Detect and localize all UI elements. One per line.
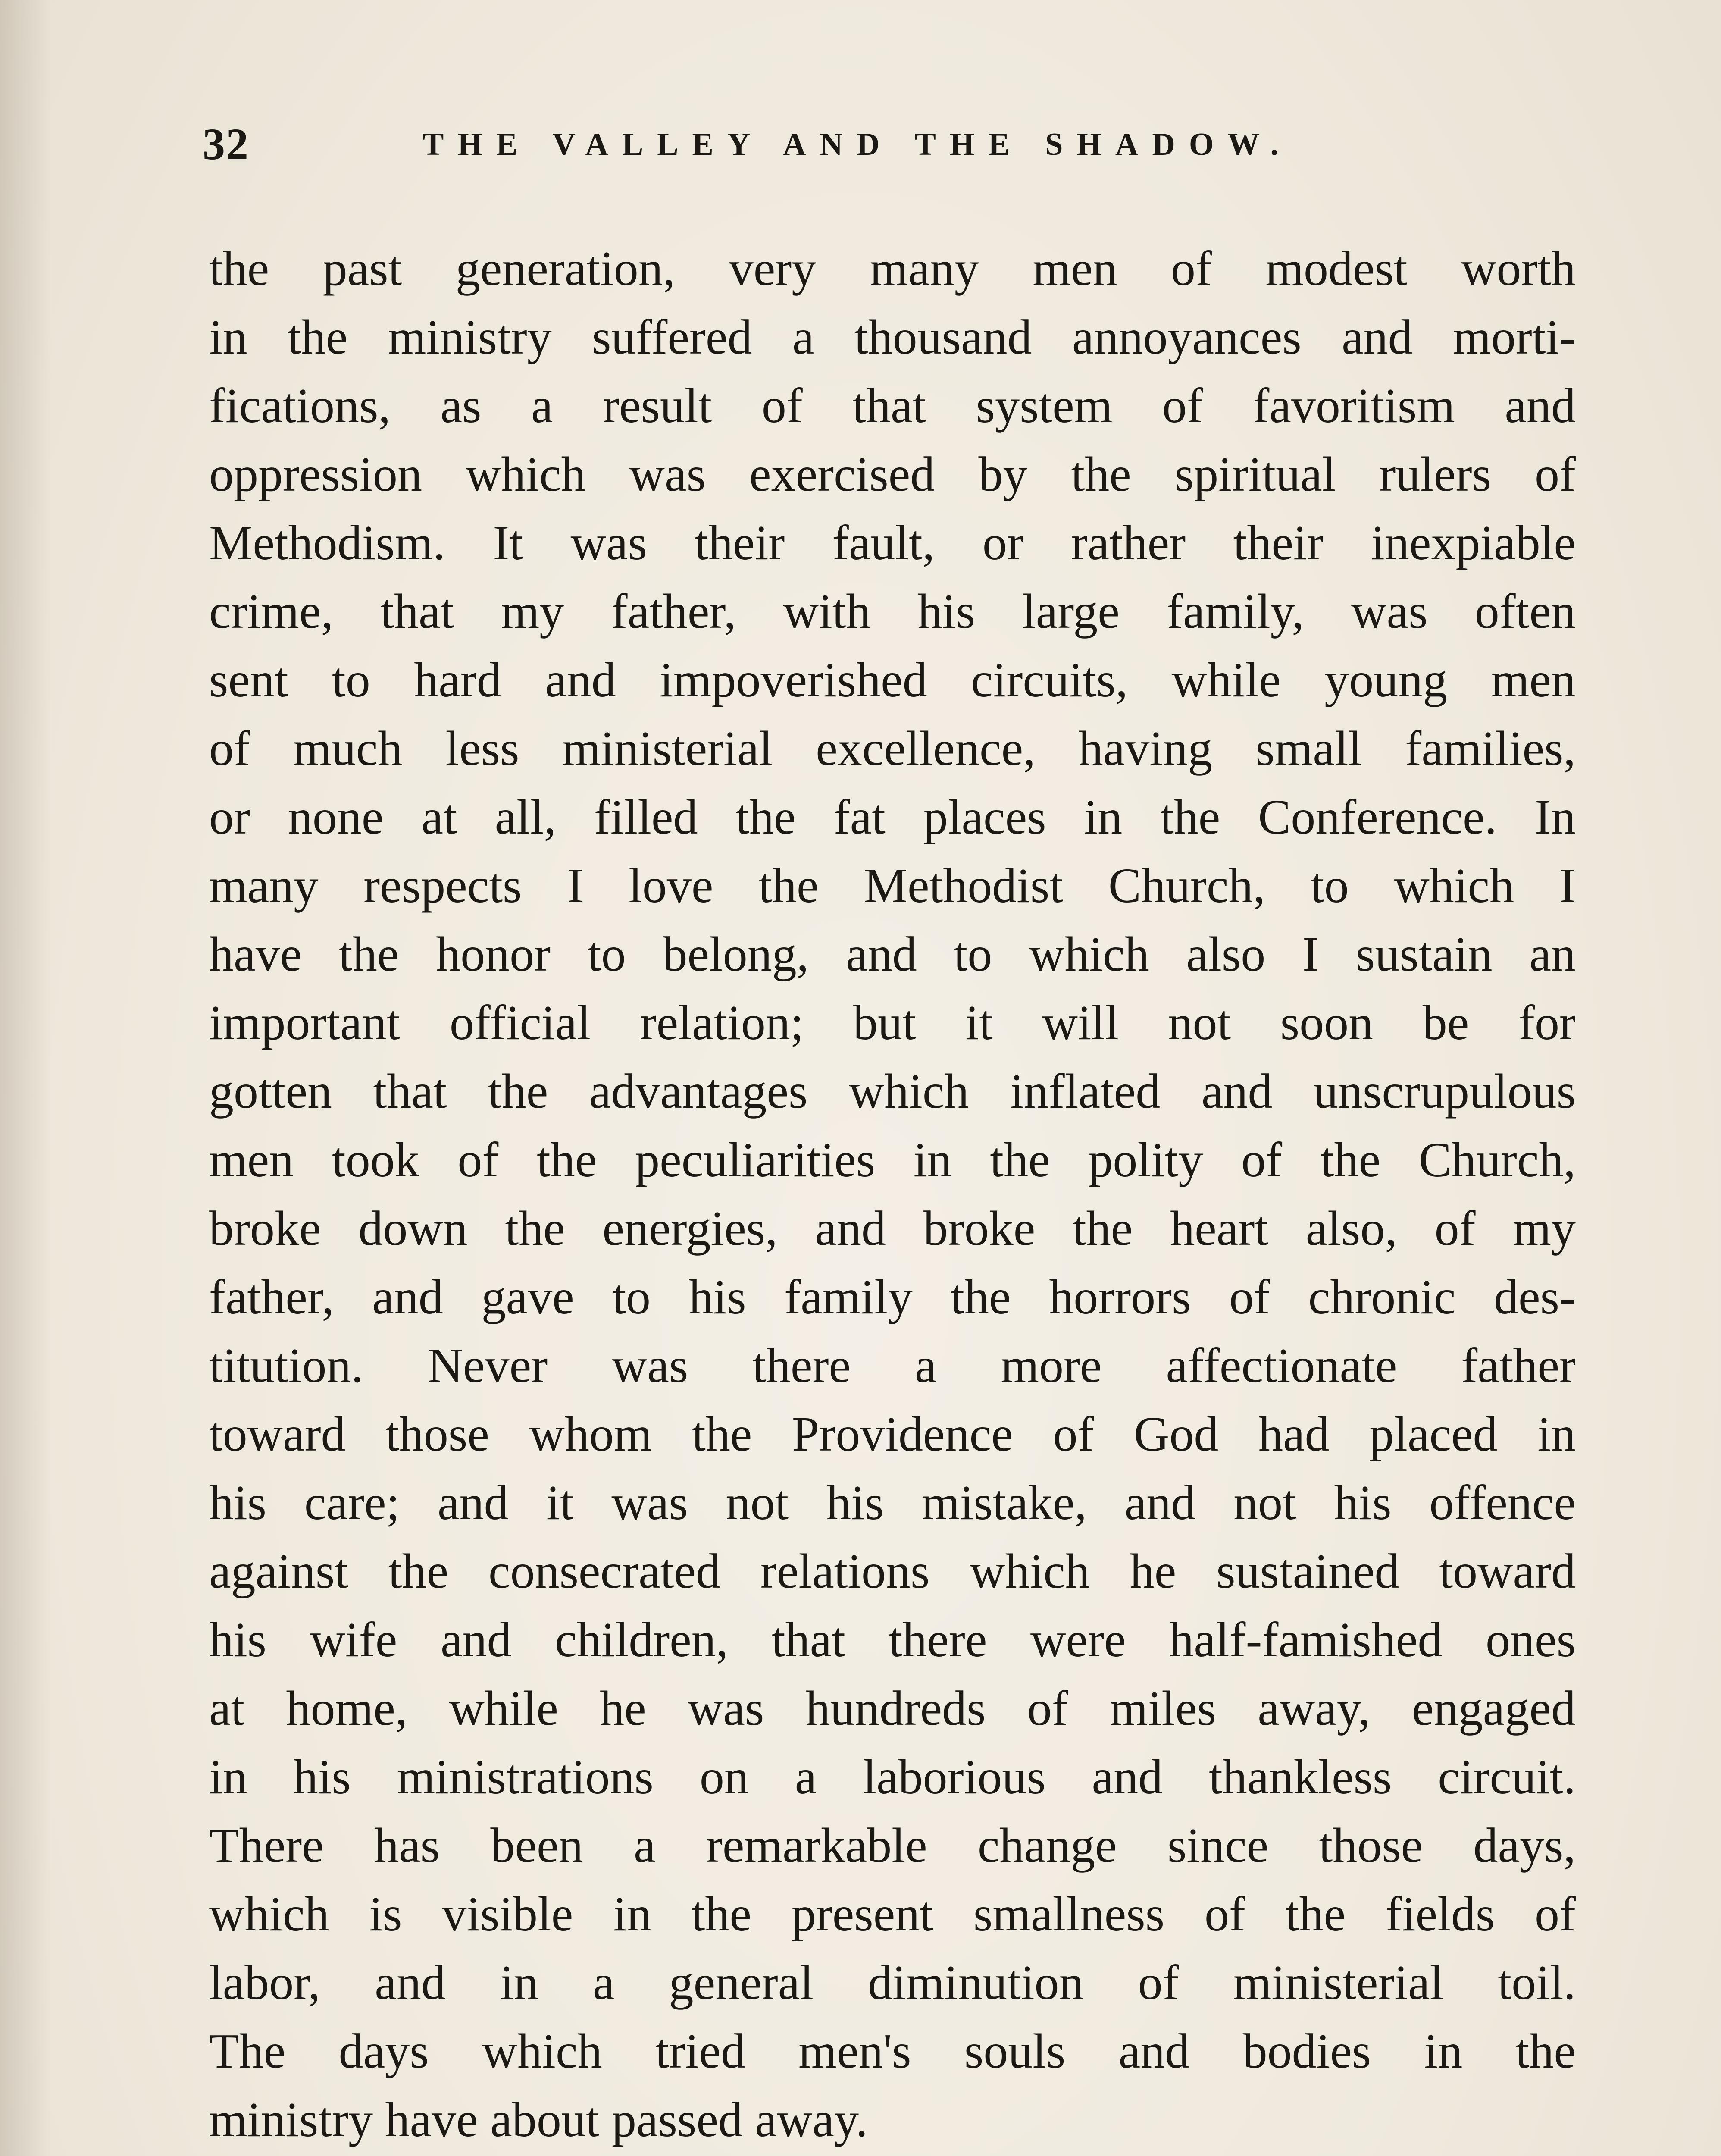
paragraph-start-line bbox=[209, 2154, 1576, 2156]
text-line: his wife and children, that there were half-famished ones bbox=[209, 1612, 1576, 1667]
text-line: against the consecrated relations which he sustained toward bbox=[209, 1544, 1576, 1598]
text-line: important official relation; but it will not soon be for bbox=[209, 995, 1576, 1050]
text-line: gotten that the advantages which inflated and unscrupulous bbox=[209, 1064, 1576, 1119]
text-line: oppression which was exercised by the spiritual rulers of bbox=[209, 447, 1576, 501]
text-line: men took of the peculiarities in the polity of the Church, bbox=[209, 1132, 1576, 1187]
text-line: crime, that my father, with his large family, was often bbox=[209, 584, 1576, 639]
text-line: which is visible in the present smallness of the fields of bbox=[209, 1887, 1576, 1941]
text-line: titution. Never was there a more affectionate father bbox=[209, 1338, 1576, 1393]
text-line: his care; and it was not his mistake, and not his offence bbox=[209, 1475, 1576, 1530]
gutter-shadow bbox=[0, 0, 52, 2156]
text-line: labor, and in a general diminution of ministerial toil. bbox=[209, 1955, 1576, 2010]
text-line: have the honor to belong, and to which also I sustain an bbox=[209, 927, 1576, 981]
body-text bbox=[209, 234, 1576, 2156]
text-line: fications, as a result of that system of favoritism and bbox=[209, 378, 1576, 433]
text-line: There has been a remarkable change since those days, bbox=[209, 1818, 1576, 1873]
page-number: 32 bbox=[203, 119, 249, 169]
text-line: The days which tried men's souls and bodies in the bbox=[209, 2024, 1576, 2078]
text-line: at home, while he was hundreds of miles away, engaged bbox=[209, 1681, 1576, 1736]
text-line: in his ministrations on a laborious and thankless circuit. bbox=[209, 1749, 1576, 1804]
running-head bbox=[203, 116, 1569, 172]
text-line: sent to hard and impoverished circuits, while young men bbox=[209, 652, 1576, 707]
text-line: toward those whom the Providence of God had placed in bbox=[209, 1407, 1576, 1461]
text-line: Methodism. It was their fault, or rather their inexpiable bbox=[209, 515, 1576, 570]
text-line: the past generation, very many men of modest worth bbox=[209, 241, 1576, 296]
paragraph-end-line: ministry have about passed away. bbox=[209, 2092, 868, 2147]
running-title: THE VALLEY AND THE SHADOW. bbox=[422, 127, 1292, 162]
text-line: broke down the energies, and broke the heart also, of my bbox=[209, 1201, 1576, 1256]
text-line: of much less ministerial excellence, having small families, bbox=[209, 721, 1576, 776]
text-line: father, and gave to his family the horrors of chronic des- bbox=[209, 1269, 1576, 1324]
text-line: in the ministry suffered a thousand annoyances and morti- bbox=[209, 310, 1576, 364]
text-line: many respects I love the Methodist Church, to which I bbox=[209, 858, 1576, 913]
text-line: or none at all, filled the fat places in the Conference. In bbox=[209, 790, 1576, 844]
